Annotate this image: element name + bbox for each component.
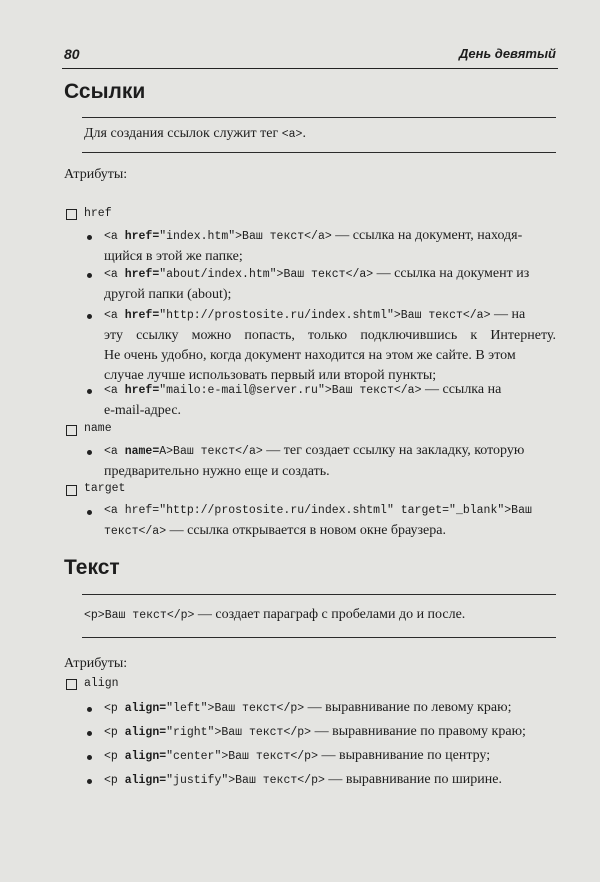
bullet-icon bbox=[87, 707, 92, 712]
bullet-icon bbox=[87, 755, 92, 760]
bullet-icon bbox=[87, 273, 92, 278]
intro-rule-bottom bbox=[82, 637, 556, 638]
intro-rule-top bbox=[82, 594, 556, 595]
list-item-href-4: <a href="mailo:e-mail@server.ru">Ваш текст</a> — ссылка на e-mail-адрес. bbox=[104, 382, 502, 418]
attribute-name: name bbox=[84, 422, 112, 435]
list-item-align-2: <p align="right">Ваш текст</p> — выравнивание по правому краю; bbox=[104, 724, 526, 739]
text-intro: <p>Ваш текст</p> — создает параграф с пробелами до и после. bbox=[84, 607, 466, 622]
page-number: 80 bbox=[64, 46, 80, 62]
bullet-icon bbox=[87, 731, 92, 736]
checkbox-icon bbox=[66, 425, 77, 436]
bullet-icon bbox=[87, 510, 92, 515]
list-item-name: <a name=A>Ваш текст</a> — тег создает ссылку на закладку, которую предварительно нужно еще и создать. bbox=[104, 443, 525, 479]
bullet-icon bbox=[87, 779, 92, 784]
list-item-href-3: <a href="http://prostosite.ru/index.shtml">Ваш текст</a> — на эту ссылку можно попасть, только подключившись к Интернету. Не очень удобно, когда документ находится на этом же сайте. В этом случае лучше использовать первый или второй пункты; bbox=[104, 307, 556, 383]
checkbox-icon bbox=[66, 679, 77, 690]
header-rule bbox=[62, 68, 558, 69]
checkbox-icon bbox=[66, 209, 77, 220]
section-title-links: Ссылки bbox=[64, 80, 146, 103]
attribute-href: href bbox=[84, 207, 112, 220]
section-title-text: Текст bbox=[64, 556, 120, 579]
list-item-target: <a href="http://prostosite.ru/index.shtml" target="_blank">Ваш текст</a> — ссылка открывается в новом окне браузера. bbox=[104, 504, 532, 538]
list-item-align-3: <p align="center">Ваш текст</p> — выравнивание по центру; bbox=[104, 748, 491, 763]
intro-rule-bottom bbox=[82, 152, 556, 153]
attribute-target: target bbox=[84, 482, 126, 495]
list-item-href-1: <a href="index.htm">Ваш текст</a> — ссылка на документ, находя- щийся в этой же папке; bbox=[104, 228, 523, 264]
list-item-align-1: <p align="left">Ваш текст</p> — выравнивание по левому краю; bbox=[104, 700, 512, 715]
links-intro: Для создания ссылок служит тег <a>. bbox=[84, 126, 306, 141]
bullet-icon bbox=[87, 235, 92, 240]
attribute-align: align bbox=[84, 677, 119, 690]
bullet-icon bbox=[87, 450, 92, 455]
intro-rule-top bbox=[82, 117, 556, 118]
chapter-title: День девятый bbox=[458, 46, 556, 61]
bullet-icon bbox=[87, 389, 92, 394]
bullet-icon bbox=[87, 314, 92, 319]
checkbox-icon bbox=[66, 485, 77, 496]
running-header bbox=[62, 46, 558, 66]
list-item-href-2: <a href="about/index.htm">Ваш текст</a> — ссылка на документ из другой папки (about); bbox=[104, 266, 530, 302]
attributes-label: Атрибуты: bbox=[64, 167, 128, 182]
list-item-align-4: <p align="justify">Ваш текст</p> — выравнивание по ширине. bbox=[104, 772, 503, 787]
attributes-label: Атрибуты: bbox=[64, 656, 128, 671]
